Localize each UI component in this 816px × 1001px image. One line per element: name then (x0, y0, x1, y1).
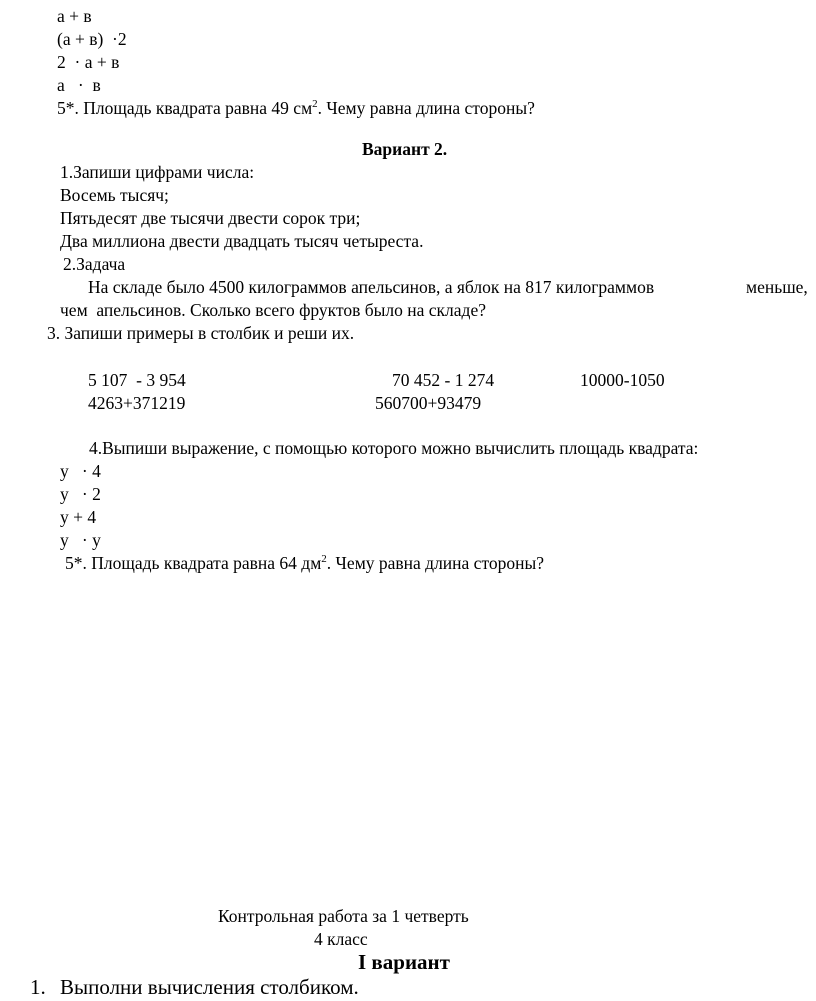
task4-option: у · 4 (60, 461, 101, 481)
task5-sup: 2 (312, 98, 318, 111)
task5-tail: . Чему равна длина стороны? (326, 553, 545, 573)
task2-line1-end: меньше, (746, 277, 808, 297)
task3-example: 70 452 - 1 274 (392, 370, 495, 390)
task4-option: у · 2 (60, 484, 101, 504)
variant-heading: Вариант 2. (362, 139, 448, 159)
task5-text: 5*. Площадь квадрата равна 49 см (57, 98, 313, 118)
task3-example: 10000-1050 (580, 370, 665, 390)
expression-option: а · в (57, 75, 101, 95)
task5-question (65, 552, 544, 574)
task1-title: 1.Запиши цифрами числа: (60, 162, 255, 182)
task3-example: 560700+93479 (375, 393, 482, 413)
task2-line2: чем апельсинов. Сколько всего фруктов было на складе? (60, 300, 486, 320)
list-item-number: 1. (30, 975, 46, 999)
list-item-text: Выполни вычисления столбиком. (60, 975, 359, 999)
task1-item: Пятьдесят две тысячи двести сорок три; (60, 208, 361, 228)
task2-line1: На складе было 4500 килограммов апельсинов, а яблок на 817 килограммов (88, 277, 655, 297)
expression-option: а + в (57, 6, 92, 26)
task1-item: Два миллиона двести двадцать тысяч четыреста. (60, 231, 424, 251)
task2-title: 2.Задача (63, 254, 126, 274)
task4-option: у · у (60, 530, 101, 550)
task4-option: у + 4 (60, 507, 97, 527)
expression-option: (а + в) ·2 (57, 29, 127, 49)
task4-title: 4.Выпиши выражение, с помощью которого можно вычислить площадь квадрата: (89, 438, 699, 458)
task5-tail: . Чему равна длина стороны? (317, 98, 535, 118)
task5-sup: 2 (321, 553, 327, 566)
task5-question (57, 97, 535, 119)
task5-text: 5*. Площадь квадрата равна 64 дм (65, 553, 322, 573)
task3-example: 4263+371219 (88, 393, 186, 413)
task1-item: Восемь тысяч; (60, 185, 169, 205)
test-grade: 4 класс (314, 929, 368, 949)
variant-heading: I вариант (358, 950, 450, 974)
task3-title: 3. Запиши примеры в столбик и реши их. (47, 323, 355, 343)
expression-option: 2 · а + в (57, 52, 120, 72)
task3-example: 5 107 - 3 954 (88, 370, 186, 390)
test-title: Контрольная работа за 1 четверть (218, 906, 469, 926)
